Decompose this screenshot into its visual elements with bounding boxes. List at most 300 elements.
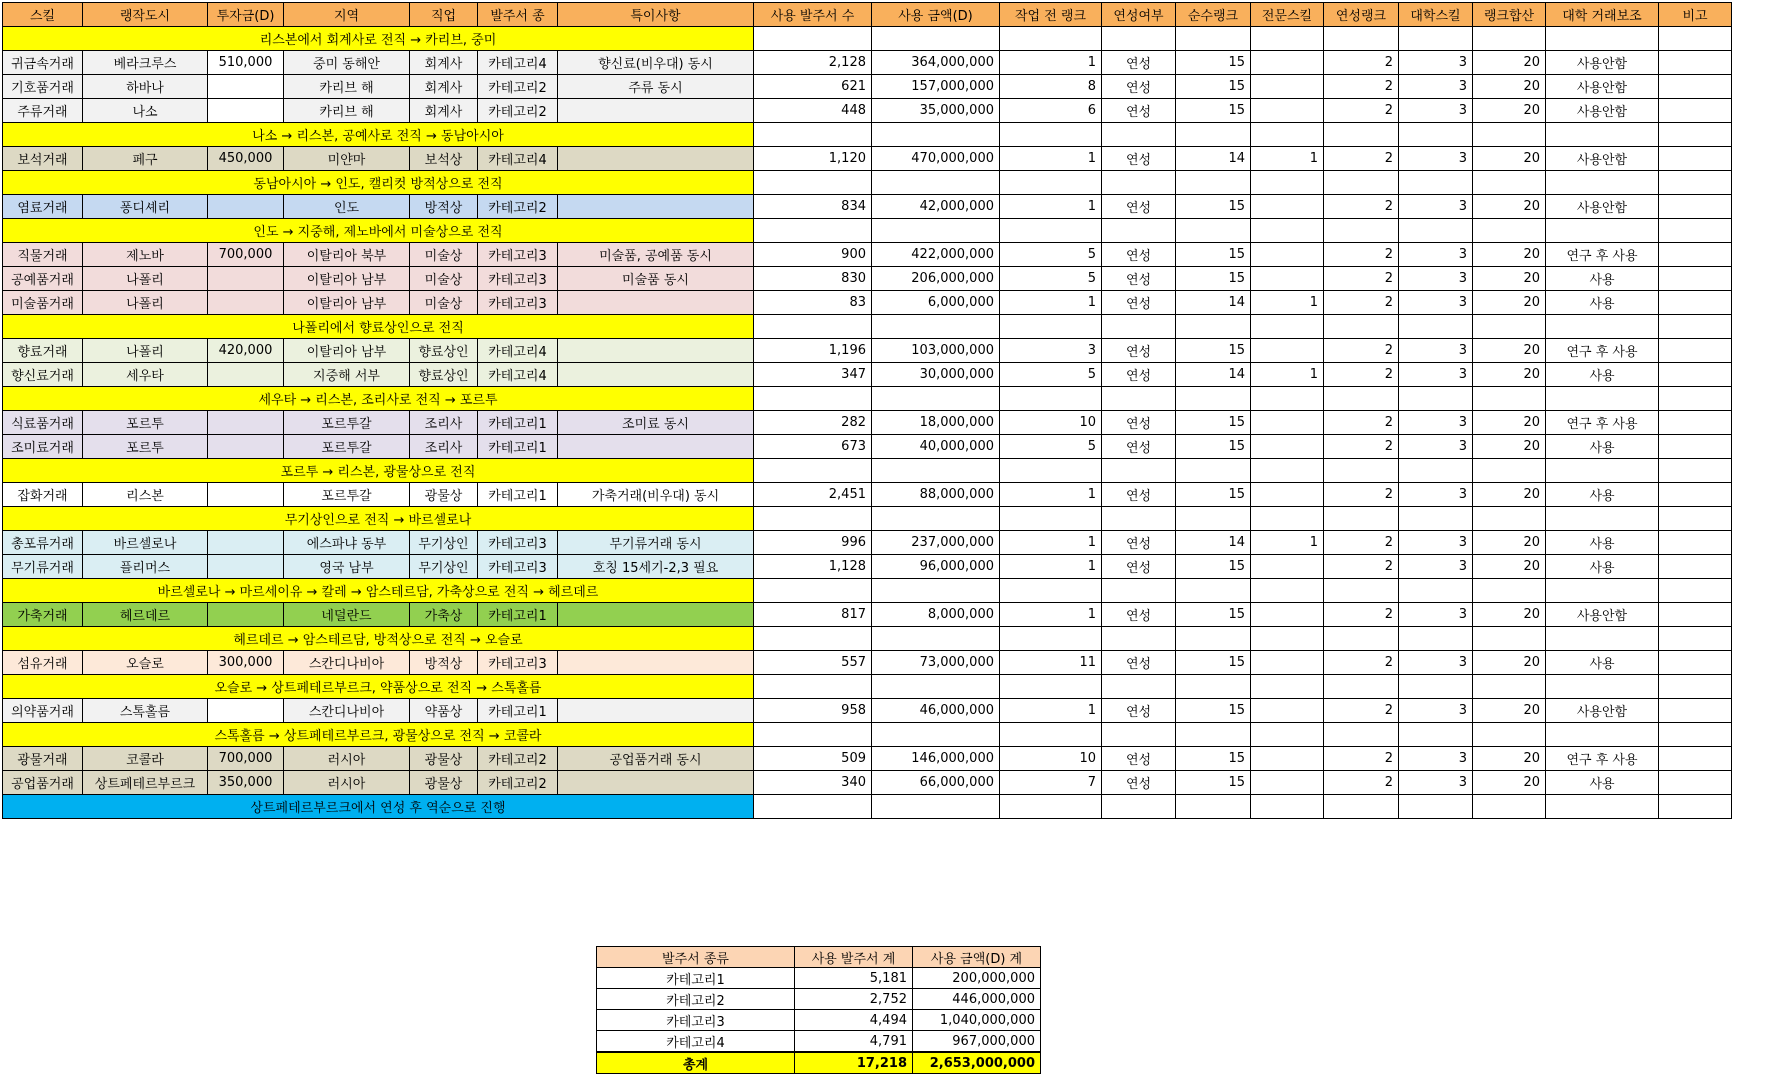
table-cell[interactable]: 2 xyxy=(1324,363,1399,387)
table-cell[interactable]: 무기상인 xyxy=(410,555,478,579)
empty-cell[interactable] xyxy=(1546,459,1659,483)
table-cell[interactable]: 673 xyxy=(754,435,872,459)
empty-cell[interactable] xyxy=(872,795,1000,819)
table-cell[interactable]: 연성 xyxy=(1102,531,1176,555)
table-cell[interactable]: 14 xyxy=(1176,363,1251,387)
table-cell[interactable]: 6 xyxy=(1000,99,1102,123)
section-label[interactable]: 바르셀로나 → 마르세이유 → 칼레 → 암스테르담, 가축상으로 전직 → 헤르데르 xyxy=(3,579,754,603)
table-cell[interactable]: 카테고리2 xyxy=(478,747,558,771)
table-cell[interactable] xyxy=(1659,531,1732,555)
empty-cell[interactable] xyxy=(1659,387,1732,411)
summary-total-cell[interactable]: 2,653,000,000 xyxy=(913,1052,1041,1074)
table-cell[interactable]: 448 xyxy=(754,99,872,123)
empty-cell[interactable] xyxy=(872,507,1000,531)
empty-cell[interactable] xyxy=(872,579,1000,603)
empty-cell[interactable] xyxy=(1324,579,1399,603)
empty-cell[interactable] xyxy=(1473,723,1546,747)
table-cell[interactable]: 15 xyxy=(1176,243,1251,267)
table-cell[interactable]: 15 xyxy=(1176,483,1251,507)
table-cell[interactable]: 잡화거래 xyxy=(3,483,83,507)
column-header[interactable]: 작업 전 랭크 xyxy=(1000,3,1102,27)
table-cell[interactable]: 20 xyxy=(1473,771,1546,795)
table-cell[interactable]: 2 xyxy=(1324,651,1399,675)
section-label[interactable]: 리스본에서 회계사로 전직 → 카리브, 중미 xyxy=(3,27,754,51)
column-header[interactable]: 대학 거래보조 xyxy=(1546,3,1659,27)
table-cell[interactable]: 15 xyxy=(1176,555,1251,579)
table-cell[interactable]: 3 xyxy=(1399,243,1473,267)
table-cell[interactable] xyxy=(558,771,754,795)
table-cell[interactable]: 이탈리아 북부 xyxy=(284,243,410,267)
empty-cell[interactable] xyxy=(1102,315,1176,339)
table-cell[interactable] xyxy=(1251,411,1324,435)
empty-cell[interactable] xyxy=(1546,795,1659,819)
table-cell[interactable]: 미술상 xyxy=(410,243,478,267)
table-cell[interactable]: 5 xyxy=(1000,435,1102,459)
summary-cell[interactable]: 1,040,000,000 xyxy=(913,1010,1041,1031)
empty-cell[interactable] xyxy=(1251,507,1324,531)
empty-cell[interactable] xyxy=(1102,723,1176,747)
table-cell[interactable]: 1 xyxy=(1251,147,1324,171)
table-cell[interactable] xyxy=(1251,339,1324,363)
table-cell[interactable]: 3 xyxy=(1399,339,1473,363)
column-header[interactable]: 대학스킬 xyxy=(1399,3,1473,27)
table-cell[interactable]: 에스파냐 동부 xyxy=(284,531,410,555)
table-cell[interactable]: 연성 xyxy=(1102,435,1176,459)
table-cell[interactable]: 섬유거래 xyxy=(3,651,83,675)
table-cell[interactable]: 15 xyxy=(1176,195,1251,219)
empty-cell[interactable] xyxy=(754,579,872,603)
table-cell[interactable]: 스톡홀름 xyxy=(83,699,208,723)
table-cell[interactable]: 15 xyxy=(1176,771,1251,795)
table-cell[interactable]: 연성 xyxy=(1102,51,1176,75)
table-cell[interactable]: 3 xyxy=(1399,51,1473,75)
table-cell[interactable]: 나폴리 xyxy=(83,291,208,315)
table-cell[interactable]: 연성 xyxy=(1102,411,1176,435)
table-cell[interactable]: 연구 후 사용 xyxy=(1546,243,1659,267)
table-cell[interactable]: 회계사 xyxy=(410,99,478,123)
table-cell[interactable] xyxy=(1251,435,1324,459)
table-cell[interactable] xyxy=(208,363,284,387)
table-cell[interactable]: 2 xyxy=(1324,147,1399,171)
table-cell[interactable]: 카테고리4 xyxy=(478,147,558,171)
table-cell[interactable]: 20 xyxy=(1473,195,1546,219)
table-cell[interactable] xyxy=(1251,51,1324,75)
table-cell[interactable]: 페구 xyxy=(83,147,208,171)
table-cell[interactable]: 15 xyxy=(1176,699,1251,723)
table-cell[interactable] xyxy=(208,435,284,459)
table-cell[interactable]: 364,000,000 xyxy=(872,51,1000,75)
table-cell[interactable]: 나폴리 xyxy=(83,267,208,291)
table-cell[interactable]: 연성 xyxy=(1102,699,1176,723)
table-cell[interactable]: 오슬로 xyxy=(83,651,208,675)
empty-cell[interactable] xyxy=(1659,459,1732,483)
table-cell[interactable] xyxy=(1659,555,1732,579)
empty-cell[interactable] xyxy=(872,27,1000,51)
table-cell[interactable]: 조리사 xyxy=(410,435,478,459)
column-header[interactable]: 투자금(D) xyxy=(208,3,284,27)
empty-cell[interactable] xyxy=(872,123,1000,147)
table-cell[interactable]: 237,000,000 xyxy=(872,531,1000,555)
table-cell[interactable]: 리스본 xyxy=(83,483,208,507)
table-cell[interactable] xyxy=(208,195,284,219)
table-cell[interactable]: 광물상 xyxy=(410,747,478,771)
empty-cell[interactable] xyxy=(1473,627,1546,651)
empty-cell[interactable] xyxy=(1324,315,1399,339)
table-cell[interactable]: 사용안함 xyxy=(1546,147,1659,171)
table-cell[interactable]: 미술상 xyxy=(410,267,478,291)
table-cell[interactable]: 사용 xyxy=(1546,651,1659,675)
table-cell[interactable]: 2 xyxy=(1324,771,1399,795)
table-cell[interactable]: 카테고리2 xyxy=(478,75,558,99)
empty-cell[interactable] xyxy=(1251,315,1324,339)
table-cell[interactable] xyxy=(1251,267,1324,291)
table-cell[interactable]: 15 xyxy=(1176,51,1251,75)
table-cell[interactable]: 3 xyxy=(1399,75,1473,99)
table-cell[interactable]: 카테고리3 xyxy=(478,555,558,579)
table-cell[interactable]: 연성 xyxy=(1102,555,1176,579)
table-cell[interactable]: 헤르데르 xyxy=(83,603,208,627)
table-cell[interactable]: 2 xyxy=(1324,555,1399,579)
empty-cell[interactable] xyxy=(1000,123,1102,147)
table-cell[interactable]: 카테고리2 xyxy=(478,195,558,219)
table-cell[interactable]: 15 xyxy=(1176,747,1251,771)
empty-cell[interactable] xyxy=(1102,387,1176,411)
empty-cell[interactable] xyxy=(1324,171,1399,195)
table-cell[interactable]: 미술품거래 xyxy=(3,291,83,315)
empty-cell[interactable] xyxy=(1324,723,1399,747)
empty-cell[interactable] xyxy=(1102,579,1176,603)
empty-cell[interactable] xyxy=(1659,795,1732,819)
empty-cell[interactable] xyxy=(754,387,872,411)
empty-cell[interactable] xyxy=(1000,723,1102,747)
table-cell[interactable]: 하바나 xyxy=(83,75,208,99)
table-cell[interactable]: 2 xyxy=(1324,75,1399,99)
column-header[interactable]: 랭작도시 xyxy=(83,3,208,27)
empty-cell[interactable] xyxy=(1102,627,1176,651)
empty-cell[interactable] xyxy=(1102,219,1176,243)
empty-cell[interactable] xyxy=(1102,459,1176,483)
table-cell[interactable]: 46,000,000 xyxy=(872,699,1000,723)
empty-cell[interactable] xyxy=(754,459,872,483)
empty-cell[interactable] xyxy=(872,723,1000,747)
table-cell[interactable]: 7 xyxy=(1000,771,1102,795)
empty-cell[interactable] xyxy=(1659,723,1732,747)
table-cell[interactable]: 830 xyxy=(754,267,872,291)
table-cell[interactable]: 103,000,000 xyxy=(872,339,1000,363)
table-cell[interactable]: 450,000 xyxy=(208,147,284,171)
table-cell[interactable]: 3 xyxy=(1399,435,1473,459)
column-header[interactable]: 연성랭크 xyxy=(1324,3,1399,27)
empty-cell[interactable] xyxy=(872,219,1000,243)
table-cell[interactable]: 700,000 xyxy=(208,747,284,771)
table-cell[interactable] xyxy=(1251,195,1324,219)
table-cell[interactable]: 카테고리3 xyxy=(478,651,558,675)
table-cell[interactable]: 996 xyxy=(754,531,872,555)
empty-cell[interactable] xyxy=(1659,27,1732,51)
empty-cell[interactable] xyxy=(1251,171,1324,195)
table-cell[interactable]: 호칭 15세기-2,3 필요 xyxy=(558,555,754,579)
table-cell[interactable] xyxy=(1659,747,1732,771)
empty-cell[interactable] xyxy=(1324,507,1399,531)
empty-cell[interactable] xyxy=(1546,219,1659,243)
table-cell[interactable]: 중미 동해안 xyxy=(284,51,410,75)
table-cell[interactable]: 10 xyxy=(1000,411,1102,435)
table-cell[interactable]: 3 xyxy=(1399,411,1473,435)
table-cell[interactable]: 사용안함 xyxy=(1546,699,1659,723)
table-cell[interactable]: 사용 xyxy=(1546,483,1659,507)
summary-cell[interactable]: 5,181 xyxy=(795,968,913,989)
empty-cell[interactable] xyxy=(1399,675,1473,699)
table-cell[interactable] xyxy=(208,699,284,723)
summary-cell[interactable]: 카테고리2 xyxy=(597,989,795,1010)
empty-cell[interactable] xyxy=(1399,723,1473,747)
section-label[interactable]: 나소 → 리스본, 공예사로 전직 → 동남아시아 xyxy=(3,123,754,147)
empty-cell[interactable] xyxy=(1399,507,1473,531)
empty-cell[interactable] xyxy=(1399,27,1473,51)
table-cell[interactable]: 3 xyxy=(1399,531,1473,555)
table-cell[interactable]: 보석거래 xyxy=(3,147,83,171)
table-cell[interactable]: 카테고리3 xyxy=(478,291,558,315)
table-cell[interactable]: 지중해 서부 xyxy=(284,363,410,387)
table-cell[interactable] xyxy=(1659,411,1732,435)
table-cell[interactable]: 1 xyxy=(1000,291,1102,315)
table-cell[interactable]: 주류거래 xyxy=(3,99,83,123)
empty-cell[interactable] xyxy=(1399,387,1473,411)
table-cell[interactable]: 카테고리2 xyxy=(478,771,558,795)
table-cell[interactable]: 8 xyxy=(1000,75,1102,99)
summary-column-header[interactable]: 발주서 종류 xyxy=(597,947,795,968)
empty-cell[interactable] xyxy=(754,219,872,243)
table-cell[interactable]: 1 xyxy=(1251,363,1324,387)
table-cell[interactable] xyxy=(1659,483,1732,507)
table-cell[interactable] xyxy=(1659,99,1732,123)
table-cell[interactable]: 2 xyxy=(1324,243,1399,267)
table-cell[interactable]: 20 xyxy=(1473,339,1546,363)
table-cell[interactable]: 18,000,000 xyxy=(872,411,1000,435)
table-cell[interactable] xyxy=(208,603,284,627)
summary-total-cell[interactable]: 총계 xyxy=(597,1052,795,1074)
table-cell[interactable]: 공업품거래 동시 xyxy=(558,747,754,771)
table-cell[interactable]: 40,000,000 xyxy=(872,435,1000,459)
table-cell[interactable]: 향료거래 xyxy=(3,339,83,363)
table-cell[interactable]: 플리머스 xyxy=(83,555,208,579)
column-header[interactable]: 특이사항 xyxy=(558,3,754,27)
empty-cell[interactable] xyxy=(1176,27,1251,51)
table-cell[interactable]: 20 xyxy=(1473,267,1546,291)
table-cell[interactable]: 3 xyxy=(1399,147,1473,171)
table-cell[interactable]: 향신료(비우대) 동시 xyxy=(558,51,754,75)
table-cell[interactable] xyxy=(558,99,754,123)
table-cell[interactable]: 2 xyxy=(1324,699,1399,723)
table-cell[interactable]: 3 xyxy=(1399,747,1473,771)
table-cell[interactable]: 연성 xyxy=(1102,99,1176,123)
table-cell[interactable] xyxy=(1659,771,1732,795)
table-cell[interactable]: 2 xyxy=(1324,531,1399,555)
table-cell[interactable]: 광물거래 xyxy=(3,747,83,771)
table-cell[interactable]: 향료상인 xyxy=(410,363,478,387)
table-cell[interactable]: 미술품, 공예품 동시 xyxy=(558,243,754,267)
table-cell[interactable]: 사용 xyxy=(1546,267,1659,291)
table-cell[interactable]: 1 xyxy=(1000,483,1102,507)
table-cell[interactable]: 42,000,000 xyxy=(872,195,1000,219)
empty-cell[interactable] xyxy=(1473,459,1546,483)
table-cell[interactable]: 사용 xyxy=(1546,555,1659,579)
table-cell[interactable]: 인도 xyxy=(284,195,410,219)
column-header[interactable]: 사용 금액(D) xyxy=(872,3,1000,27)
table-cell[interactable]: 사용안함 xyxy=(1546,99,1659,123)
table-cell[interactable]: 연성 xyxy=(1102,651,1176,675)
empty-cell[interactable] xyxy=(1251,219,1324,243)
empty-cell[interactable] xyxy=(1176,219,1251,243)
table-cell[interactable]: 20 xyxy=(1473,555,1546,579)
table-cell[interactable]: 이탈리아 남부 xyxy=(284,291,410,315)
table-cell[interactable]: 카테고리3 xyxy=(478,243,558,267)
empty-cell[interactable] xyxy=(1251,675,1324,699)
empty-cell[interactable] xyxy=(1000,171,1102,195)
table-cell[interactable]: 카테고리1 xyxy=(478,435,558,459)
table-cell[interactable]: 카테고리1 xyxy=(478,603,558,627)
empty-cell[interactable] xyxy=(1000,795,1102,819)
summary-column-header[interactable]: 사용 금액(D) 계 xyxy=(913,947,1041,968)
table-cell[interactable]: 2 xyxy=(1324,99,1399,123)
empty-cell[interactable] xyxy=(1473,507,1546,531)
column-header[interactable]: 지역 xyxy=(284,3,410,27)
empty-cell[interactable] xyxy=(1324,387,1399,411)
empty-cell[interactable] xyxy=(754,675,872,699)
table-cell[interactable]: 사용안함 xyxy=(1546,603,1659,627)
table-cell[interactable]: 바르셀로나 xyxy=(83,531,208,555)
table-cell[interactable]: 연성 xyxy=(1102,195,1176,219)
table-cell[interactable]: 무기상인 xyxy=(410,531,478,555)
empty-cell[interactable] xyxy=(1251,627,1324,651)
empty-cell[interactable] xyxy=(1176,315,1251,339)
table-cell[interactable]: 카테고리1 xyxy=(478,411,558,435)
table-cell[interactable]: 11 xyxy=(1000,651,1102,675)
summary-cell[interactable]: 200,000,000 xyxy=(913,968,1041,989)
table-cell[interactable]: 방적상 xyxy=(410,195,478,219)
table-cell[interactable]: 연구 후 사용 xyxy=(1546,411,1659,435)
empty-cell[interactable] xyxy=(1324,27,1399,51)
table-cell[interactable]: 연성 xyxy=(1102,483,1176,507)
empty-cell[interactable] xyxy=(1176,579,1251,603)
empty-cell[interactable] xyxy=(1473,675,1546,699)
empty-cell[interactable] xyxy=(1659,507,1732,531)
table-cell[interactable]: 3 xyxy=(1399,555,1473,579)
table-cell[interactable]: 카테고리2 xyxy=(478,99,558,123)
table-cell[interactable] xyxy=(558,339,754,363)
table-cell[interactable]: 347 xyxy=(754,363,872,387)
table-cell[interactable]: 30,000,000 xyxy=(872,363,1000,387)
empty-cell[interactable] xyxy=(1399,459,1473,483)
table-cell[interactable]: 834 xyxy=(754,195,872,219)
empty-cell[interactable] xyxy=(1546,507,1659,531)
table-cell[interactable]: 방적상 xyxy=(410,651,478,675)
empty-cell[interactable] xyxy=(1473,27,1546,51)
empty-cell[interactable] xyxy=(754,723,872,747)
table-cell[interactable]: 연성 xyxy=(1102,243,1176,267)
empty-cell[interactable] xyxy=(1399,171,1473,195)
table-cell[interactable]: 14 xyxy=(1176,531,1251,555)
empty-cell[interactable] xyxy=(1546,123,1659,147)
table-cell[interactable]: 카테고리4 xyxy=(478,51,558,75)
table-cell[interactable]: 15 xyxy=(1176,435,1251,459)
table-cell[interactable] xyxy=(558,651,754,675)
table-cell[interactable]: 카리브 해 xyxy=(284,99,410,123)
summary-cell[interactable]: 446,000,000 xyxy=(913,989,1041,1010)
table-cell[interactable]: 연성 xyxy=(1102,747,1176,771)
summary-cell[interactable]: 4,494 xyxy=(795,1010,913,1031)
table-cell[interactable]: 15 xyxy=(1176,651,1251,675)
empty-cell[interactable] xyxy=(1659,219,1732,243)
empty-cell[interactable] xyxy=(1000,675,1102,699)
table-cell[interactable] xyxy=(1659,147,1732,171)
empty-cell[interactable] xyxy=(1176,387,1251,411)
table-cell[interactable]: 러시아 xyxy=(284,771,410,795)
section-label[interactable]: 세우타 → 리스본, 조리사로 전직 → 포르투 xyxy=(3,387,754,411)
table-cell[interactable]: 사용안함 xyxy=(1546,51,1659,75)
table-cell[interactable]: 6,000,000 xyxy=(872,291,1000,315)
table-cell[interactable]: 470,000,000 xyxy=(872,147,1000,171)
table-cell[interactable]: 2 xyxy=(1324,483,1399,507)
table-cell[interactable]: 1 xyxy=(1000,195,1102,219)
table-cell[interactable]: 8,000,000 xyxy=(872,603,1000,627)
table-cell[interactable]: 스칸디나비아 xyxy=(284,699,410,723)
table-cell[interactable]: 2 xyxy=(1324,435,1399,459)
table-cell[interactable]: 나소 xyxy=(83,99,208,123)
table-cell[interactable] xyxy=(558,195,754,219)
table-cell[interactable]: 의약품거래 xyxy=(3,699,83,723)
summary-cell[interactable]: 카테고리4 xyxy=(597,1031,795,1053)
table-cell[interactable]: 3 xyxy=(1399,195,1473,219)
table-cell[interactable]: 1 xyxy=(1000,147,1102,171)
empty-cell[interactable] xyxy=(1659,627,1732,651)
table-cell[interactable]: 카테고리4 xyxy=(478,339,558,363)
empty-cell[interactable] xyxy=(754,27,872,51)
empty-cell[interactable] xyxy=(1473,171,1546,195)
table-cell[interactable]: 958 xyxy=(754,699,872,723)
table-cell[interactable]: 2 xyxy=(1324,339,1399,363)
table-cell[interactable] xyxy=(1659,603,1732,627)
column-header[interactable]: 순수랭크 xyxy=(1176,3,1251,27)
table-cell[interactable]: 700,000 xyxy=(208,243,284,267)
table-cell[interactable]: 사용 xyxy=(1546,435,1659,459)
empty-cell[interactable] xyxy=(1473,123,1546,147)
section-label[interactable]: 동남아시아 → 인도, 캘리컷 방적상으로 전직 xyxy=(3,171,754,195)
table-cell[interactable]: 영국 남부 xyxy=(284,555,410,579)
table-cell[interactable] xyxy=(1659,291,1732,315)
table-cell[interactable]: 3 xyxy=(1399,603,1473,627)
table-cell[interactable]: 20 xyxy=(1473,435,1546,459)
empty-cell[interactable] xyxy=(872,675,1000,699)
table-cell[interactable]: 1,196 xyxy=(754,339,872,363)
table-cell[interactable] xyxy=(558,363,754,387)
table-cell[interactable]: 20 xyxy=(1473,147,1546,171)
table-cell[interactable]: 20 xyxy=(1473,747,1546,771)
section-label[interactable]: 포르투 → 리스본, 광물상으로 전직 xyxy=(3,459,754,483)
table-cell[interactable]: 146,000,000 xyxy=(872,747,1000,771)
table-cell[interactable]: 조미료 동시 xyxy=(558,411,754,435)
table-cell[interactable]: 20 xyxy=(1473,699,1546,723)
summary-cell[interactable]: 카테고리3 xyxy=(597,1010,795,1031)
table-cell[interactable] xyxy=(1251,771,1324,795)
table-cell[interactable]: 나폴리 xyxy=(83,339,208,363)
section-label[interactable]: 인도 → 지중해, 제노바에서 미술상으로 전직 xyxy=(3,219,754,243)
table-cell[interactable] xyxy=(1659,51,1732,75)
table-cell[interactable]: 포르투갈 xyxy=(284,435,410,459)
table-cell[interactable]: 3 xyxy=(1399,99,1473,123)
table-cell[interactable]: 연성 xyxy=(1102,339,1176,363)
empty-cell[interactable] xyxy=(1251,459,1324,483)
